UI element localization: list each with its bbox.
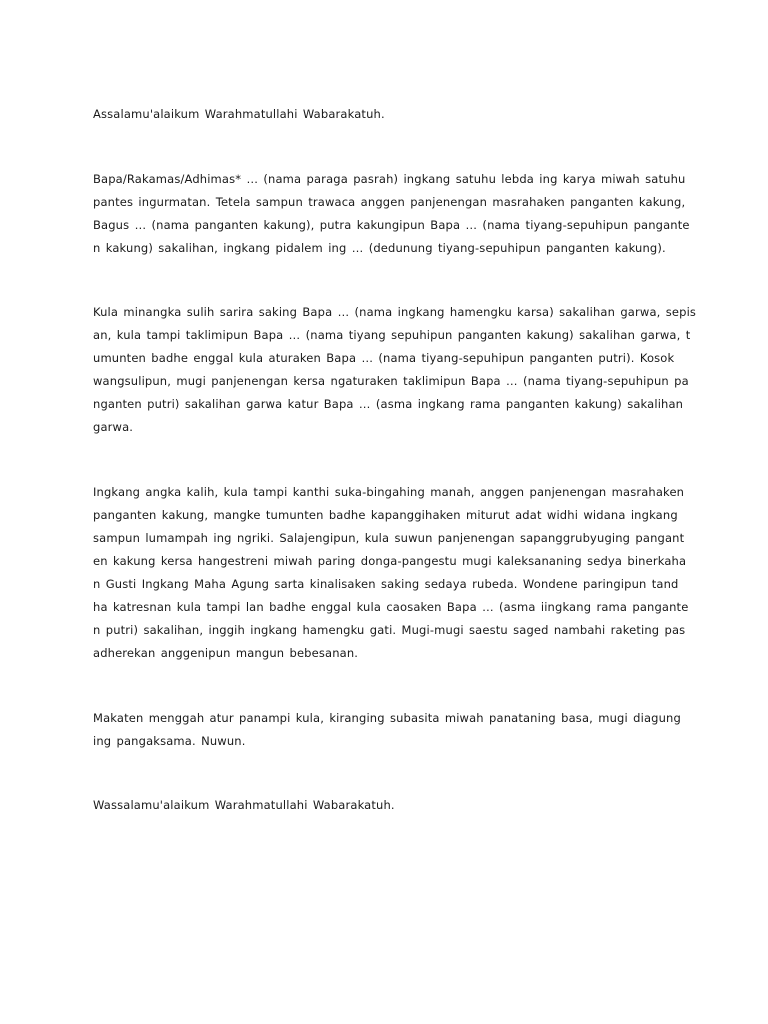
- paragraph-3-line: n Gusti Ingkang Maha Agung sarta kinalisaken saking sedaya rubeda. Wondene paringipun tand: [93, 577, 679, 591]
- greeting-line: Assalamu'alaikum Warahmatullahi Wabarakatuh.: [93, 107, 385, 121]
- paragraph-4-line: ing pangaksama. Nuwun.: [93, 734, 246, 748]
- paragraph-2-line: Kula minangka sulih sarira saking Bapa … (nama ingkang hamengku karsa) sakalihan garwa, sepis: [93, 305, 697, 319]
- paragraph-4-line: Makaten menggah atur panampi kula, kiranging subasita miwah panataning basa, mugi diagung: [93, 711, 681, 725]
- paragraph-1-line: n kakung) sakalihan, ingkang pidalem ing … (dedunung tiyang-sepuhipun panganten kakung).: [93, 241, 666, 255]
- closing-line: Wassalamu'alaikum Warahmatullahi Wabarakatuh.: [93, 798, 395, 812]
- paragraph-3-line: Ingkang angka kalih, kula tampi kanthi suka-bingahing manah, anggen panjenengan masrahaken: [93, 485, 685, 499]
- paragraph-1-line: Bapa/Rakamas/Adhimas* … (nama paraga pasrah) ingkang satuhu lebda ing karya miwah satuhu: [93, 172, 686, 186]
- paragraph-2-line: wangsulipun, mugi panjenengan kersa ngaturaken taklimipun Bapa … (nama tiyang-sepuhipun pa: [93, 374, 689, 388]
- paragraph-3-line: panganten kakung, mangke tumunten badhe kapanggihaken miturut adat widhi widana ingkang: [93, 508, 678, 522]
- paragraph-1-line: pantes ingurmatan. Tetela sampun trawaca anggen panjenengan masrahaken panganten kakung,: [93, 195, 686, 209]
- paragraph-1-line: Bagus … (nama panganten kakung), putra kakungipun Bapa … (nama tiyang-sepuhipun pangante: [93, 218, 690, 232]
- paragraph-2-line: garwa.: [93, 420, 134, 434]
- paragraph-2-line: nganten putri) sakalihan garwa katur Bapa … (asma ingkang rama panganten kakung) sakalihan: [93, 397, 684, 411]
- paragraph-3-line: sampun lumampah ing ngriki. Salajengipun, kula suwun panjenengan sapanggrubyuging pangant: [93, 531, 685, 545]
- paragraph-3-line: adherekan anggenipun mangun bebesanan.: [93, 646, 359, 660]
- paragraph-2-line: an, kula tampi taklimipun Bapa … (nama tiyang sepuhipun panganten kakung) sakalihan garwa, t: [93, 328, 691, 342]
- paragraph-2-line: umunten badhe enggal kula aturaken Bapa … (nama tiyang-sepuhipun panganten putri). Kosok: [93, 351, 675, 365]
- paragraph-3-line: ha katresnan kula tampi lan badhe enggal kula caosaken Bapa … (asma iingkang rama pangante: [93, 600, 689, 614]
- paragraph-3-line: n putri) sakalihan, inggih ingkang hamengku gati. Mugi-mugi saestu saged nambahi raketing pas: [93, 623, 686, 637]
- paragraph-3-line: en kakung kersa hangestreni miwah paring donga-pangestu mugi kaleksananing sedya binerkaha: [93, 554, 687, 568]
